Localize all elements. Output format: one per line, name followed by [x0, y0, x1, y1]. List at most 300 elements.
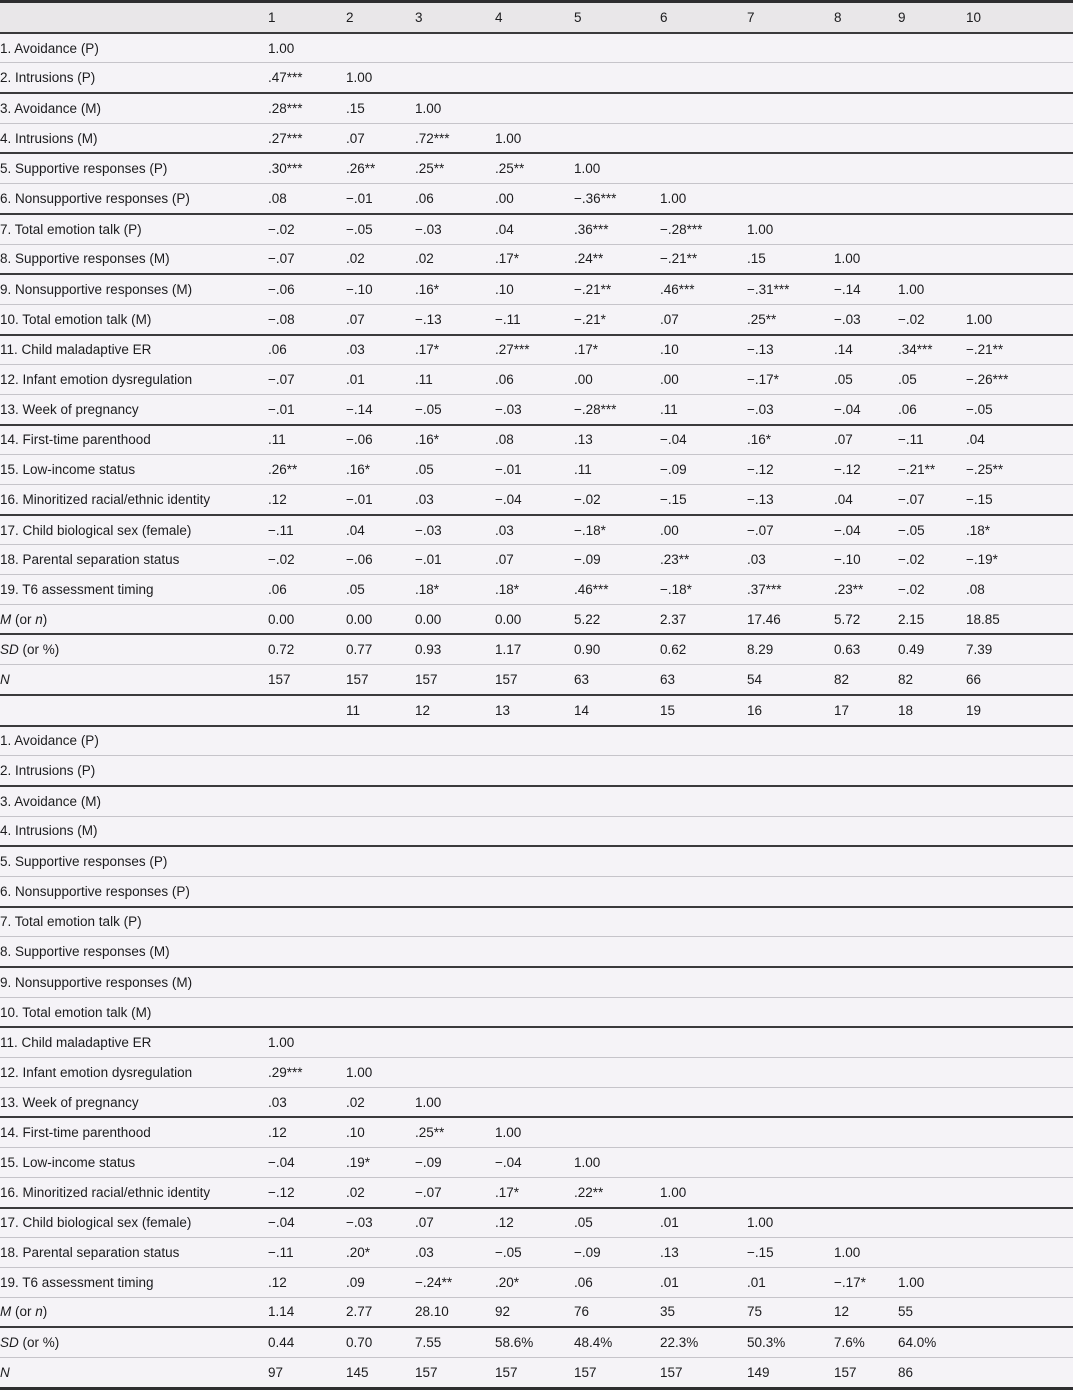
cell: 0.44: [268, 1335, 295, 1351]
cell: −.01: [346, 190, 373, 206]
cell: 1.00: [660, 1184, 687, 1200]
cell: .46***: [660, 282, 695, 298]
cell: [834, 33, 898, 63]
cell: [898, 816, 966, 846]
cell: 0.62: [660, 642, 687, 658]
cell: [966, 93, 1073, 123]
cell: .47***: [268, 70, 303, 86]
table-row: [0, 1177, 1073, 1207]
table-row: [0, 425, 1073, 455]
column-header: [268, 695, 346, 726]
cell: [966, 756, 1073, 786]
cell: .10: [346, 1125, 365, 1141]
cell: [966, 63, 1073, 93]
cell: .17*: [495, 251, 520, 267]
row-label: 18. Parental separation status: [0, 552, 180, 568]
cell: [268, 997, 346, 1027]
table-row: [0, 63, 1073, 93]
cell: [966, 1148, 1073, 1178]
cell: [574, 967, 660, 997]
cell: .12: [495, 1215, 514, 1231]
cell: −.12: [834, 462, 861, 478]
cell: [747, 937, 834, 967]
cell: 0.72: [268, 642, 295, 658]
cell: .07: [346, 311, 365, 327]
cell: [966, 816, 1073, 846]
cell: .20*: [346, 1245, 371, 1261]
cell: [898, 907, 966, 937]
cell: .28***: [268, 100, 303, 116]
cell: [268, 786, 346, 816]
cell: [966, 907, 1073, 937]
cell: −.04: [268, 1215, 295, 1231]
cell: −.06: [346, 432, 373, 448]
table-row: [0, 365, 1073, 395]
cell: .16*: [346, 462, 371, 478]
cell: −.04: [495, 1154, 522, 1170]
cell: 1.00: [415, 1094, 442, 1110]
cell: [898, 63, 966, 93]
cell: [747, 846, 834, 876]
cell: 1.00: [574, 161, 601, 177]
cell: −.03: [415, 221, 442, 237]
cell: [898, 967, 966, 997]
cell: [495, 997, 574, 1027]
cell: 48.4%: [574, 1335, 613, 1351]
cell: 92: [495, 1304, 511, 1320]
cell: [660, 1058, 747, 1088]
cell: [747, 997, 834, 1027]
cell: .11: [415, 372, 433, 388]
row-label: 12. Infant emotion dysregulation: [0, 1064, 193, 1080]
column-header: 7: [747, 9, 755, 25]
table-row: [0, 274, 1073, 304]
cell: [660, 63, 747, 93]
cell: [966, 274, 1073, 304]
row-label: 19. T6 assessment timing: [0, 1274, 154, 1290]
cell: [834, 153, 898, 183]
cell: [495, 816, 574, 846]
cell: .03: [495, 522, 514, 538]
cell: [268, 846, 346, 876]
cell: [346, 726, 415, 756]
cell: 1.00: [834, 1245, 861, 1261]
cell: [966, 244, 1073, 274]
cell: 157: [268, 671, 291, 687]
cell: [966, 937, 1073, 967]
cell: [574, 726, 660, 756]
cell: −.03: [495, 401, 522, 417]
cell: 7.55: [415, 1335, 442, 1351]
cell: [660, 726, 747, 756]
row-label-segment: M: [0, 611, 12, 627]
stats-row: [0, 1357, 1073, 1388]
stats-row: [0, 1297, 1073, 1327]
cell: [346, 876, 415, 906]
cell: −.01: [268, 401, 295, 417]
cell: [898, 1027, 966, 1057]
cell: −.02: [268, 552, 295, 568]
cell: [898, 726, 966, 756]
row-label: 16. Minoritized racial/ethnic identity: [0, 491, 211, 507]
cell: [834, 816, 898, 846]
cell: [966, 1087, 1073, 1117]
cell: .09: [346, 1274, 365, 1290]
cell: .01: [346, 372, 365, 388]
column-header: 3: [415, 9, 423, 25]
cell: 157: [574, 1364, 597, 1380]
cell: .01: [660, 1274, 679, 1290]
cell: [834, 1087, 898, 1117]
row-label: [0, 665, 268, 695]
cell: 12: [834, 1304, 850, 1320]
cell: 35: [660, 1304, 676, 1320]
cell: 55: [898, 1304, 914, 1320]
table-row: [0, 1208, 1073, 1238]
cell: −.19*: [966, 552, 998, 568]
cell: [898, 123, 966, 153]
cell: [898, 33, 966, 63]
table-row: [0, 997, 1073, 1027]
cell: −.04: [660, 432, 687, 448]
cell: .25**: [747, 311, 777, 327]
corner-cell: [0, 695, 268, 726]
cell: .72***: [415, 130, 450, 146]
row-label: 4. Intrusions (M): [0, 130, 98, 146]
row-label-segment: n: [35, 1304, 43, 1320]
cell: .07: [415, 1215, 434, 1231]
cell: −.01: [346, 491, 373, 507]
table-row: [0, 786, 1073, 816]
cell: .22**: [574, 1184, 604, 1200]
cell: [574, 756, 660, 786]
cell: 1.00: [898, 282, 925, 298]
cell: 28.10: [415, 1304, 449, 1320]
cell: [415, 33, 495, 63]
cell: −.21**: [898, 462, 936, 478]
cell: [966, 1297, 1073, 1327]
cell: [574, 63, 660, 93]
row-label: [0, 1297, 268, 1327]
cell: [574, 1087, 660, 1117]
row-label: 6. Nonsupportive responses (P): [0, 190, 190, 206]
cell: 1.00: [966, 311, 993, 327]
cell: 1.00: [747, 221, 774, 237]
cell: [346, 997, 415, 1027]
cell: .06: [415, 190, 434, 206]
cell: [268, 937, 346, 967]
cell: .14: [834, 342, 853, 358]
cell: [660, 846, 747, 876]
table-row: [0, 1117, 1073, 1147]
cell: 1.00: [660, 190, 687, 206]
cell: [966, 153, 1073, 183]
cell: .24**: [574, 251, 604, 267]
row-label: 15. Low-income status: [0, 462, 136, 478]
cell: [966, 1177, 1073, 1207]
cell: [966, 1327, 1073, 1357]
cell: [660, 876, 747, 906]
cell: .23**: [834, 581, 864, 597]
cell: .19*: [346, 1154, 371, 1170]
cell: .06: [495, 372, 514, 388]
row-label: 9. Nonsupportive responses (M): [0, 282, 193, 298]
cell: −.28***: [660, 221, 703, 237]
cell: .03: [415, 491, 434, 507]
cell: −.15: [966, 491, 993, 507]
row-label: 6. Nonsupportive responses (P): [0, 883, 190, 899]
cell: [268, 816, 346, 846]
row-label: 15. Low-income status: [0, 1154, 136, 1170]
cell: [346, 907, 415, 937]
stats-row: [0, 665, 1073, 695]
cell: [574, 1058, 660, 1088]
cell: [415, 816, 495, 846]
row-label-segment: (or: [11, 1304, 36, 1320]
cell: −.13: [747, 342, 774, 358]
cell: 63: [660, 671, 676, 687]
table-row: [0, 335, 1073, 365]
row-label: [0, 634, 268, 664]
cell: [574, 33, 660, 63]
cell: [898, 93, 966, 123]
cell: −.09: [574, 1245, 601, 1261]
row-label: 11. Child maladaptive ER: [0, 1035, 152, 1051]
cell: [495, 786, 574, 816]
cell: [834, 1148, 898, 1178]
cell: 1.00: [268, 1035, 295, 1051]
cell: [660, 153, 747, 183]
cell: .17*: [495, 1184, 520, 1200]
table-row: [0, 304, 1073, 334]
table-row: [0, 244, 1073, 274]
cell: [834, 967, 898, 997]
cell: −.01: [415, 552, 442, 568]
cell: [834, 997, 898, 1027]
cell: [898, 786, 966, 816]
cell: .01: [747, 1274, 766, 1290]
cell: .30***: [268, 161, 303, 177]
cell: [346, 967, 415, 997]
cell: 157: [415, 1364, 438, 1380]
table-row: [0, 184, 1073, 214]
cell: [574, 1117, 660, 1147]
cell: .34***: [898, 342, 933, 358]
cell: [966, 1027, 1073, 1057]
cell: [834, 786, 898, 816]
cell: [966, 33, 1073, 63]
cell: [268, 726, 346, 756]
row-label-segment: SD: [0, 642, 19, 658]
cell: 145: [346, 1364, 369, 1380]
row-label: 13. Week of pregnancy: [0, 1094, 139, 1110]
cell: [898, 1117, 966, 1147]
cell: 0.00: [415, 611, 442, 627]
cell: .25**: [415, 161, 445, 177]
cell: 64.0%: [898, 1335, 937, 1351]
cell: .00: [495, 190, 514, 206]
cell: −.07: [268, 372, 295, 388]
cell: [747, 876, 834, 906]
table-row: [0, 545, 1073, 575]
cell: −.21**: [660, 251, 698, 267]
cell: −.25**: [966, 462, 1004, 478]
cell: 1.00: [574, 1154, 601, 1170]
cell: [747, 726, 834, 756]
cell: [898, 937, 966, 967]
cell: −.09: [415, 1154, 442, 1170]
cell: .07: [660, 311, 679, 327]
cell: .13: [660, 1245, 679, 1261]
cell: .05: [834, 372, 853, 388]
cell: −.02: [898, 552, 925, 568]
cell: [574, 876, 660, 906]
cell: [966, 1208, 1073, 1238]
cell: [747, 1087, 834, 1117]
cell: .18*: [966, 522, 991, 538]
cell: .00: [574, 372, 593, 388]
cell: .13: [574, 432, 593, 448]
cell: [415, 756, 495, 786]
cell: .04: [346, 522, 365, 538]
row-label: [0, 604, 268, 634]
cell: [898, 184, 966, 214]
cell: .02: [346, 1094, 365, 1110]
cell: [747, 1177, 834, 1207]
cell: .27***: [495, 342, 530, 358]
cell: 0.77: [346, 642, 373, 658]
cell: [966, 123, 1073, 153]
cell: 0.70: [346, 1335, 373, 1351]
cell: −.09: [660, 462, 687, 478]
cell: [268, 756, 346, 786]
cell: .25**: [415, 1125, 445, 1141]
cell: [966, 1357, 1073, 1388]
cell: .20*: [495, 1274, 520, 1290]
table-row: [0, 394, 1073, 424]
cell: 18.85: [966, 611, 1000, 627]
cell: 149: [747, 1364, 770, 1380]
cell: .03: [346, 342, 365, 358]
cell: −.18*: [574, 522, 606, 538]
cell: .16*: [747, 432, 772, 448]
cell: [747, 967, 834, 997]
cell: [834, 1058, 898, 1088]
cell: .12: [268, 1125, 287, 1141]
cell: .08: [268, 190, 287, 206]
cell: .06: [268, 581, 287, 597]
cell: [495, 63, 574, 93]
row-label: 17. Child biological sex (female): [0, 1215, 192, 1231]
cell: 1.00: [268, 40, 295, 56]
cell: [834, 93, 898, 123]
row-label-segment: (or %): [18, 1335, 60, 1351]
cell: 66: [966, 671, 982, 687]
cell: 0.90: [574, 642, 601, 658]
cell: 0.00: [268, 611, 295, 627]
cell: [346, 33, 415, 63]
cell: [660, 93, 747, 123]
cell: [834, 1208, 898, 1238]
cell: [898, 1058, 966, 1088]
row-label: 4. Intrusions (M): [0, 823, 98, 839]
row-label: 12. Infant emotion dysregulation: [0, 372, 193, 388]
cell: [834, 63, 898, 93]
cell: .11: [268, 432, 286, 448]
cell: [495, 1058, 574, 1088]
column-header: 9: [898, 9, 906, 25]
cell: −.13: [415, 311, 442, 327]
row-label-segment: N: [0, 1364, 10, 1380]
row-label: 5. Supportive responses (P): [0, 854, 168, 870]
column-header: 10: [966, 9, 982, 25]
row-label-segment: (or: [11, 611, 36, 627]
cell: −.02: [268, 221, 295, 237]
cell: −.15: [660, 491, 687, 507]
cell: .18*: [415, 581, 440, 597]
row-label: 3. Avoidance (M): [0, 793, 102, 809]
cell: −.31***: [747, 282, 790, 298]
column-header: 13: [495, 702, 511, 718]
table-row: [0, 485, 1073, 515]
column-header: 5: [574, 9, 582, 25]
cell: [415, 997, 495, 1027]
cell: .00: [660, 522, 679, 538]
cell: .03: [268, 1094, 287, 1110]
cell: −.21*: [574, 311, 606, 327]
cell: [898, 756, 966, 786]
cell: [834, 756, 898, 786]
cell: [495, 33, 574, 63]
cell: [898, 846, 966, 876]
cell: .23**: [660, 552, 690, 568]
cell: 1.00: [346, 1064, 373, 1080]
column-header: 12: [415, 702, 431, 718]
row-label: 5. Supportive responses (P): [0, 161, 168, 177]
cell: .46***: [574, 581, 609, 597]
cell: .36***: [574, 221, 609, 237]
cell: −.03: [415, 522, 442, 538]
cell: .15: [747, 251, 766, 267]
cell: −.05: [495, 1245, 522, 1261]
cell: 7.39: [966, 642, 993, 658]
cell: −.11: [495, 311, 521, 327]
cell: −.02: [574, 491, 601, 507]
cell: −.11: [268, 1245, 294, 1261]
cell: 0.00: [495, 611, 522, 627]
cell: [495, 1087, 574, 1117]
cell: [660, 997, 747, 1027]
cell: .03: [415, 1245, 434, 1261]
cell: −.12: [747, 462, 774, 478]
cell: 22.3%: [660, 1335, 699, 1351]
table-row: [0, 1267, 1073, 1297]
cell: −.07: [268, 251, 295, 267]
cell: [574, 93, 660, 123]
cell: 1.00: [747, 1215, 774, 1231]
cell: .05: [346, 581, 365, 597]
cell: −.07: [747, 522, 774, 538]
cell: [966, 1238, 1073, 1268]
cell: [898, 1087, 966, 1117]
cell: [415, 846, 495, 876]
row-label: 1. Avoidance (P): [0, 40, 99, 56]
cell: −.07: [415, 1184, 442, 1200]
cell: .07: [495, 552, 514, 568]
cell: .04: [834, 491, 853, 507]
cell: −.04: [495, 491, 522, 507]
cell: [346, 1027, 415, 1057]
